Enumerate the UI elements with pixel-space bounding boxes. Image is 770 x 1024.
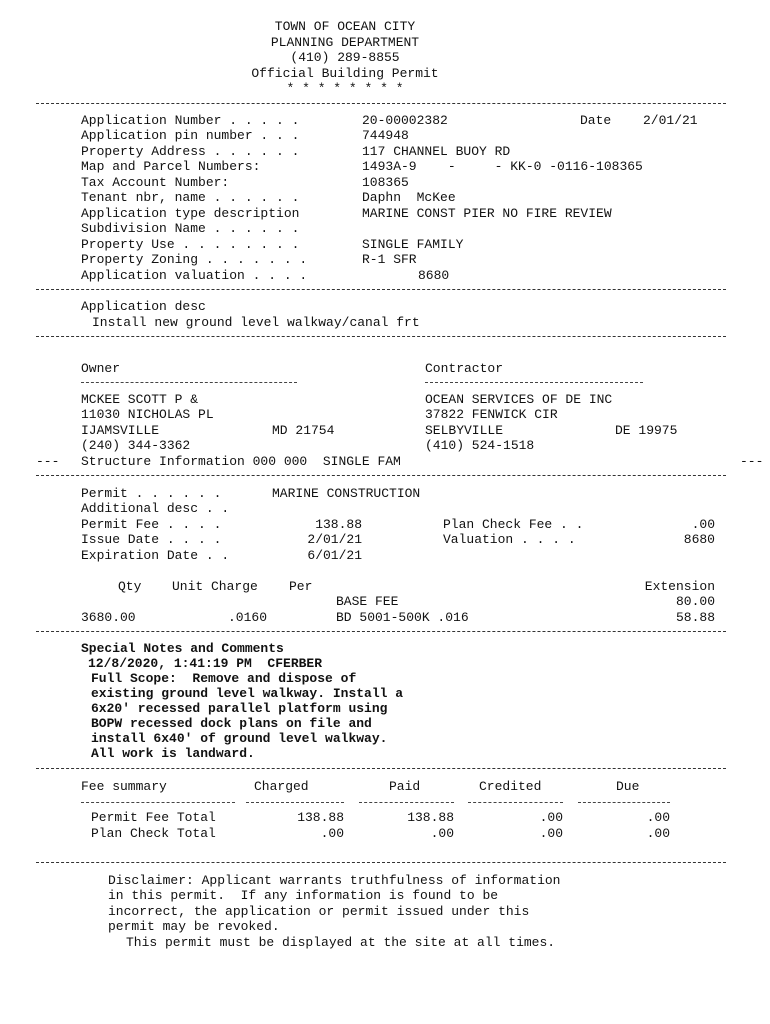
app-desc-text: Install new ground level walkway/canal frt bbox=[92, 315, 420, 330]
zoning-value: R-1 SFR bbox=[362, 252, 417, 267]
plan-check-fee-label: Plan Check Fee . . bbox=[443, 517, 584, 532]
app-valuation-label: Application valuation . . . . bbox=[81, 268, 308, 283]
note-line: All work is landward. bbox=[91, 746, 255, 761]
app-number-label: Application Number . . . . . bbox=[81, 113, 300, 128]
valuation-label: Valuation . . . . bbox=[443, 532, 576, 547]
structure-prefix: --- bbox=[36, 454, 60, 469]
header-underline bbox=[468, 802, 563, 803]
valuation-value: 8680 bbox=[683, 532, 715, 547]
expiration-date-label: Expiration Date . . bbox=[81, 548, 230, 563]
issue-date-value: 2/01/21 bbox=[307, 532, 362, 547]
divider bbox=[36, 475, 726, 476]
unit-charge-header: Unit Charge bbox=[172, 579, 258, 594]
tenant-value: Daphn McKee bbox=[362, 190, 456, 205]
disclaimer-line: incorrect, the application or permit issued under this bbox=[108, 904, 530, 919]
fee-paid: .00 bbox=[430, 826, 454, 841]
owner-underline bbox=[81, 382, 297, 383]
header-underline bbox=[578, 802, 670, 803]
contractor-city: SELBYVILLE bbox=[425, 423, 504, 438]
contractor-name: OCEAN SERVICES OF DE INC bbox=[425, 392, 613, 407]
map-parcel-value: 1493A-9 - - KK-0 -0116-108365 bbox=[362, 159, 643, 174]
note-line: 6x20' recessed parallel platform using bbox=[91, 701, 388, 716]
header-underline bbox=[81, 802, 235, 803]
property-use-label: Property Use . . . . . . . . bbox=[81, 237, 300, 252]
permit-fee-value: 138.88 bbox=[315, 517, 362, 532]
address-label: Property Address . . . . . . bbox=[81, 144, 300, 159]
contractor-phone: (410) 524-1518 bbox=[425, 438, 535, 453]
fee-name: Permit Fee Total bbox=[91, 810, 216, 825]
tax-account-label: Tax Account Number: bbox=[81, 175, 230, 190]
divider bbox=[36, 103, 726, 104]
qty-header: Qty bbox=[118, 579, 142, 594]
base-fee-label: BASE FEE bbox=[336, 594, 399, 609]
fee-credited: .00 bbox=[539, 810, 563, 825]
owner-state-zip: MD 21754 bbox=[272, 423, 335, 438]
contractor-heading: Contractor bbox=[425, 361, 504, 376]
issue-date-label: Issue Date . . . . bbox=[81, 532, 222, 547]
fee-charged: .00 bbox=[320, 826, 344, 841]
zoning-label: Property Zoning . . . . . . . bbox=[81, 252, 308, 267]
fee-due: .00 bbox=[646, 810, 670, 825]
structure-suffix: --- bbox=[740, 454, 764, 469]
expiration-date-value: 6/01/21 bbox=[307, 548, 362, 563]
owner-heading: Owner bbox=[81, 361, 121, 376]
owner-street: 11030 NICHOLAS PL bbox=[81, 407, 214, 422]
charge-qty: 3680.00 bbox=[81, 610, 136, 625]
fee-name: Plan Check Total bbox=[91, 826, 216, 841]
department-name: PLANNING DEPARTMENT bbox=[270, 35, 420, 50]
divider bbox=[36, 768, 726, 769]
tax-account-value: 108365 bbox=[362, 175, 409, 190]
town-name: TOWN OF OCEAN CITY bbox=[274, 19, 416, 34]
app-valuation-value: 8680 bbox=[418, 268, 450, 283]
structure-info: Structure Information 000 000 SINGLE FAM bbox=[81, 454, 401, 469]
contractor-underline bbox=[425, 382, 643, 383]
contractor-state-zip: DE 19975 bbox=[615, 423, 678, 438]
disclaimer-line: in this permit. If any information is found to be bbox=[108, 888, 499, 903]
app-desc-label: Application desc bbox=[81, 299, 206, 314]
tenant-label: Tenant nbr, name . . . . . . bbox=[81, 190, 300, 205]
owner-phone: (240) 344-3362 bbox=[81, 438, 191, 453]
app-type-value: MARINE CONST PIER NO FIRE REVIEW bbox=[362, 206, 612, 221]
charge-extension: 58.88 bbox=[675, 610, 715, 625]
disclaimer-line: Disclaimer: Applicant warrants truthfulness of information bbox=[108, 873, 561, 888]
base-fee-extension: 80.00 bbox=[675, 594, 715, 609]
fee-credited: .00 bbox=[539, 826, 563, 841]
contractor-street: 37822 FENWICK CIR bbox=[425, 407, 558, 422]
additional-desc-label: Additional desc . . bbox=[81, 501, 230, 516]
address-value: 117 CHANNEL BUOY RD bbox=[362, 144, 511, 159]
plan-check-fee-value: .00 bbox=[691, 517, 715, 532]
app-number-value: 20-00002382 bbox=[362, 113, 448, 128]
permit-fee-label: Permit Fee . . . . bbox=[81, 517, 222, 532]
app-type-label: Application type description bbox=[81, 206, 300, 221]
fee-paid: 138.88 bbox=[407, 810, 454, 825]
fee-due: .00 bbox=[646, 826, 670, 841]
owner-name: MCKEE SCOTT P & bbox=[81, 392, 199, 407]
disclaimer-line: permit may be revoked. bbox=[108, 919, 280, 934]
header-underline bbox=[246, 802, 344, 803]
note-line: existing ground level walkway. Install a bbox=[91, 686, 404, 701]
note-line: 12/8/2020, 1:41:19 PM CFERBER bbox=[88, 656, 323, 671]
fee-charged: 138.88 bbox=[297, 810, 344, 825]
note-line: BOPW recessed dock plans on file and bbox=[91, 716, 372, 731]
pin-value: 744948 bbox=[362, 128, 409, 143]
pin-label: Application pin number . . . bbox=[81, 128, 300, 143]
property-use-value: SINGLE FAMILY bbox=[362, 237, 464, 252]
note-line: install 6x40' of ground level walkway. bbox=[91, 731, 388, 746]
owner-city: IJAMSVILLE bbox=[81, 423, 160, 438]
due-header: Due bbox=[616, 779, 640, 794]
per-header: Per bbox=[289, 579, 313, 594]
subdivision-label: Subdivision Name . . . . . . bbox=[81, 221, 300, 236]
divider bbox=[36, 631, 726, 632]
header-underline bbox=[359, 802, 454, 803]
title-stars: * * * * * * * * bbox=[286, 81, 404, 96]
department-phone: (410) 289-8855 bbox=[290, 50, 400, 65]
date-value: 2/01/21 bbox=[643, 113, 698, 128]
notes-heading: Special Notes and Comments bbox=[81, 641, 284, 656]
divider bbox=[36, 862, 726, 863]
divider bbox=[36, 336, 726, 337]
charged-header: Charged bbox=[254, 779, 309, 794]
charge-unit: .0160 bbox=[228, 610, 268, 625]
fee-summary-header: Fee summary bbox=[81, 779, 167, 794]
note-line: Full Scope: Remove and dispose of bbox=[91, 671, 357, 686]
permit-label: Permit . . . . . . bbox=[81, 486, 222, 501]
display-notice: This permit must be displayed at the site at all times. bbox=[126, 935, 556, 950]
credited-header: Credited bbox=[479, 779, 542, 794]
map-parcel-label: Map and Parcel Numbers: bbox=[81, 159, 261, 174]
charge-per: BD 5001-500K .016 bbox=[336, 610, 469, 625]
permit-value: MARINE CONSTRUCTION bbox=[272, 486, 421, 501]
divider bbox=[36, 289, 726, 290]
extension-header: Extension bbox=[644, 579, 715, 594]
paid-header: Paid bbox=[389, 779, 421, 794]
date-label: Date bbox=[580, 113, 612, 128]
document-title: Official Building Permit bbox=[251, 66, 439, 81]
